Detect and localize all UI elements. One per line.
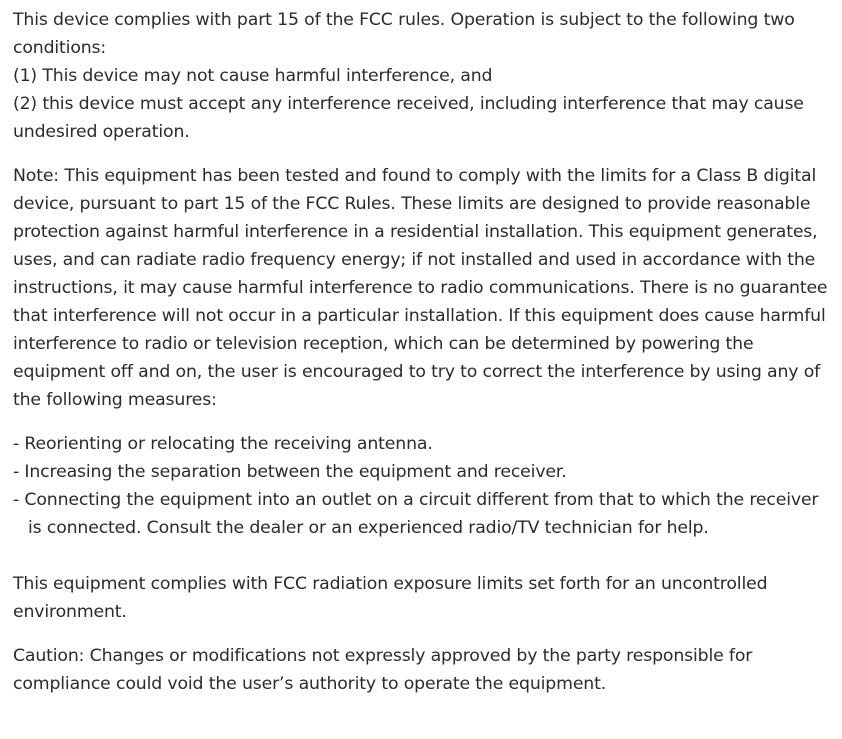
fcc-intro-text: This device complies with part 15 of the FCC rules. Operation is subject to the following two conditions: <box>13 10 795 58</box>
note-paragraph: Note: This equipment has been tested and found to comply with the limits for a Class B digital device, pursuant to part 15 of the FCC Rules. These limits are designed to provide reasonable protection against harmful interference in a residential installation. This equipment generates, uses, and can radiate radio frequency energy; if not installed and used in accordance with the instructions, it may cause harmful interference to radio communications. There is no guarantee that interference will not occur in a particular installation. If this equipment does cause harmful interference to radio or television reception, which can be determined by powering the equipment off and on, the user is encouraged to try to correct the interference by using any of the following measures: <box>13 166 828 410</box>
measure-item-separation: - Increasing the separation between the equipment and receiver. <box>13 462 567 482</box>
fcc-condition-1: (1) This device may not cause harmful interference, and <box>13 66 493 86</box>
fcc-condition-2: (2) this device must accept any interference received, including interference that may cause undesired operation. <box>13 94 804 142</box>
spacer <box>13 414 834 430</box>
measures-list <box>13 430 834 542</box>
measure-item-reorient: - Reorienting or relocating the receiving antenna. <box>13 434 433 454</box>
caution-paragraph: Caution: Changes or modifications not expressly approved by the party responsible for compliance could void the user’s authority to operate the equipment. <box>13 646 753 694</box>
spacer <box>13 146 834 162</box>
radiation-exposure-paragraph: This equipment complies with FCC radiation exposure limits set forth for an uncontrolled environment. <box>13 574 768 622</box>
spacer <box>13 626 834 642</box>
measure-item-outlet: - Connecting the equipment into an outlet on a circuit different from that to which the receiver is connected. Consult the dealer or an experienced radio/TV technician for help. <box>13 490 819 538</box>
fcc-statement-section <box>13 6 834 146</box>
spacer <box>13 542 834 570</box>
